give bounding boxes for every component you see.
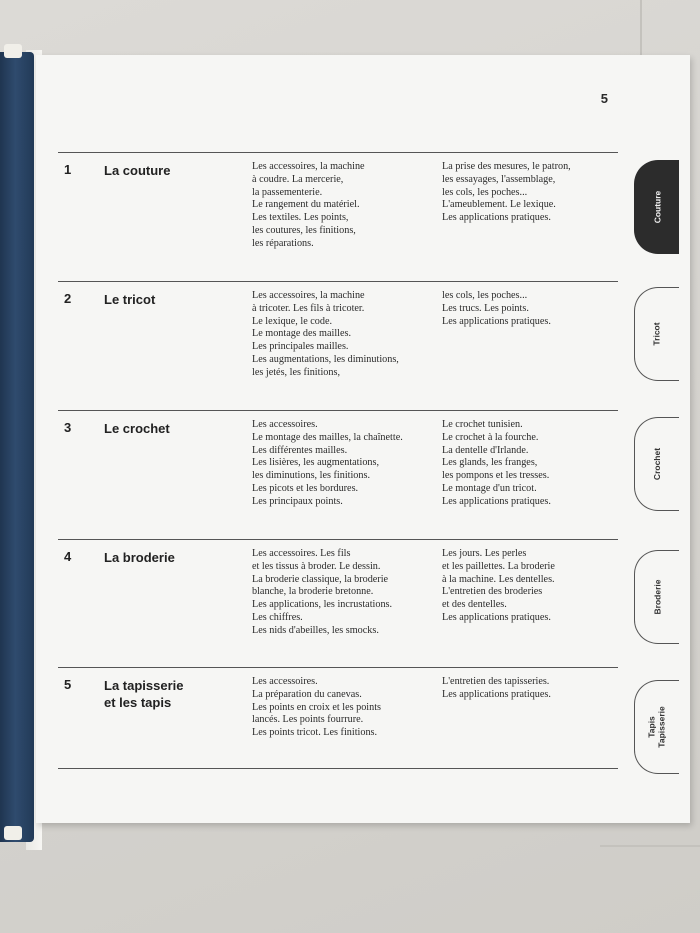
content-line: Les trucs. Les points. [442, 302, 529, 314]
content-line: et des dentelles. [442, 599, 507, 611]
content-line: Les applications pratiques. [442, 315, 551, 327]
content-line: Les points tricot. Les finitions. [252, 727, 378, 739]
content-line: les pompons et les tresses. [442, 470, 550, 482]
tab-label [652, 191, 662, 224]
tab-label-line: Broderie [652, 579, 662, 615]
content-line: Le montage des mailles. [252, 328, 352, 340]
content-line: et les paillettes. La broderie [442, 560, 555, 572]
tab-label-line: Tapis [646, 716, 657, 738]
content-line: Les principaux points. [252, 495, 343, 507]
chapter-contents-right [442, 676, 627, 702]
chapter-divider [58, 667, 618, 668]
content-line: Les applications pratiques. [442, 688, 551, 700]
tab-label [652, 580, 662, 615]
chapter-row [58, 415, 618, 535]
chapter-row [58, 544, 618, 664]
content-line: les cols, les poches... [442, 186, 528, 198]
content-line: Les glands, les franges, [442, 457, 538, 469]
content-line: L'entretien des broderies [442, 586, 543, 598]
chapter-number: 2 [64, 291, 72, 306]
content-line: et les tissus à broder. Le dessin. [252, 560, 381, 572]
content-line: blanche, la broderie bretonne. [252, 586, 374, 598]
chapter-divider [58, 539, 618, 540]
content-line: Les accessoires, la machine [252, 290, 365, 301]
tab-tapisserie[interactable] [634, 680, 679, 774]
tab-label [652, 448, 662, 480]
content-line: Les accessoires. Les fils [252, 548, 351, 559]
content-line: Le crochet à la fourche. [442, 431, 539, 443]
content-line: Les applications pratiques. [442, 212, 551, 224]
tab-label-line: Tapisserie [656, 706, 667, 748]
content-line: les diminutions, les finitions. [252, 470, 371, 482]
page-number: 5 [600, 91, 608, 106]
chapter-contents-right [442, 161, 627, 225]
content-line: Les accessoires. [252, 419, 318, 430]
tab-tricot[interactable] [634, 287, 679, 381]
chapter-title-line: La broderie [104, 550, 175, 565]
content-line: les réparations. [252, 237, 314, 249]
chapter-divider [58, 410, 618, 411]
chapter-contents-left [252, 290, 437, 380]
content-line: à la machine. Les dentelles. [442, 573, 555, 585]
chapter-contents-left [252, 419, 437, 509]
content-line: Les points en croix et les points [252, 701, 382, 713]
tile-seam [640, 0, 642, 60]
chapter-title [104, 549, 234, 566]
tab-broderie[interactable] [634, 550, 679, 644]
chapter-title-line: La tapisserie [104, 678, 184, 693]
chapter-title [104, 162, 234, 179]
tab-crochet[interactable] [634, 417, 679, 511]
chapter-title [104, 420, 234, 437]
book-page [36, 55, 690, 823]
binding-thread [4, 44, 22, 58]
chapter-title-line: Le tricot [104, 292, 156, 307]
content-line: lancés. Les points fourrure. [252, 714, 364, 726]
tab-label-line: Crochet [652, 447, 662, 481]
chapter-number: 3 [64, 420, 72, 435]
chapter-divider [58, 281, 618, 282]
content-line: Les applications pratiques. [442, 495, 551, 507]
tile-seam [600, 845, 700, 847]
content-line: La dentelle d'Irlande. [442, 444, 529, 456]
content-line: Les lisières, les augmentations, [252, 457, 380, 469]
tab-label [652, 322, 662, 345]
chapter-number: 4 [64, 549, 72, 564]
chapter-contents-left [252, 548, 437, 638]
chapter-contents-right [442, 290, 627, 328]
content-line: la passementerie. [252, 186, 323, 198]
chapter-contents-right [442, 419, 627, 509]
chapter-contents-left [252, 676, 437, 740]
content-line: Les augmentations, les diminutions, [252, 353, 399, 365]
content-line: à tricoter. Les fils à tricoter. [252, 302, 365, 314]
chapter-title-line: La couture [104, 163, 171, 178]
chapter-title-line: et les tapis [104, 695, 172, 710]
chapter-number: 5 [64, 677, 72, 692]
content-line: La broderie classique, la broderie [252, 573, 389, 585]
chapter-row [58, 157, 618, 277]
chapter-divider [58, 152, 618, 153]
content-line: à coudre. La mercerie, [252, 173, 344, 185]
chapter-row [58, 672, 618, 792]
content-line: Les principales mailles. [252, 341, 349, 353]
binding-thread [4, 826, 22, 840]
content-line: les cols, les poches... [442, 290, 528, 301]
content-line: L'ameublement. Le lexique. [442, 199, 556, 211]
content-line: les coutures, les finitions, [252, 224, 356, 236]
content-line: Le lexique, le code. [252, 315, 333, 327]
tab-label-line: Couture [652, 190, 662, 224]
chapter-row [58, 286, 618, 406]
content-line: Les différentes mailles. [252, 444, 348, 456]
chapter-number: 1 [64, 162, 72, 177]
content-line: les jetés, les finitions, [252, 366, 340, 378]
chapter-contents-right [442, 548, 627, 625]
content-line: Les jours. Les perles [442, 548, 527, 559]
tab-label-line: Tricot [652, 322, 662, 346]
chapter-title [104, 677, 234, 711]
content-line: La prise des mesures, le patron, [442, 161, 571, 172]
chapter-title-line: Le crochet [104, 421, 170, 436]
content-line: Les accessoires. [252, 676, 318, 687]
content-line: Le crochet tunisien. [442, 419, 523, 430]
chapter-title [104, 291, 234, 308]
chapter-contents-left [252, 161, 437, 251]
content-line: Le montage des mailles, la chaînette. [252, 431, 403, 443]
content-line: Les applications, les incrustations. [252, 599, 393, 611]
tab-couture[interactable] [634, 160, 679, 254]
content-line: L'entretien des tapisseries. [442, 676, 550, 687]
book-spine [0, 52, 34, 842]
content-line: Les textiles. Les points, [252, 212, 349, 224]
content-line: les essayages, l'assemblage, [442, 173, 556, 185]
content-line: Le rangement du matériel. [252, 199, 360, 211]
content-line: Les accessoires, la machine [252, 161, 365, 172]
tab-label [647, 706, 667, 747]
content-line: Les nids d'abeilles, les smocks. [252, 624, 379, 636]
content-line: Les applications pratiques. [442, 611, 551, 623]
content-line: Les chiffres. [252, 611, 303, 623]
content-line: Le montage d'un tricot. [442, 482, 537, 494]
content-line: Les picots et les bordures. [252, 482, 359, 494]
content-line: La préparation du canevas. [252, 688, 362, 700]
